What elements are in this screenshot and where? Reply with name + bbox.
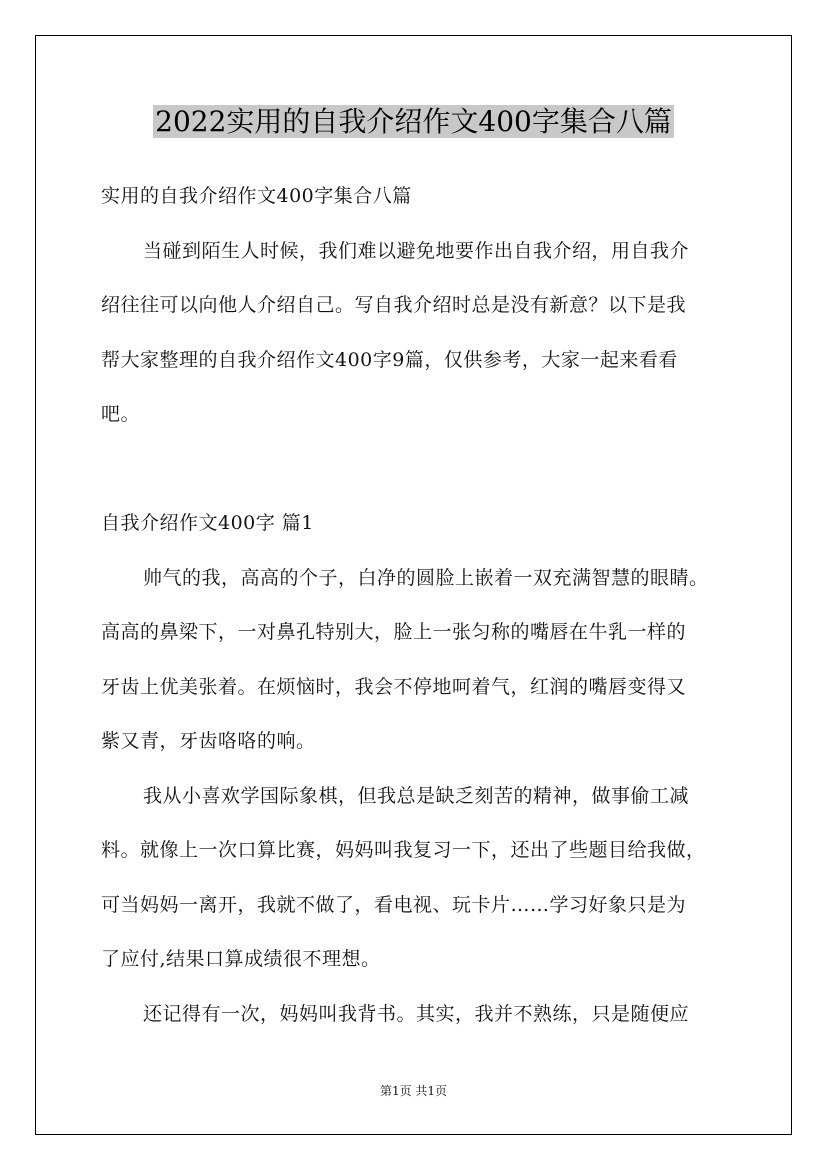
paragraph-line: 我从小喜欢学国际象棋，但我总是缺乏刻苦的精神，做事偷工减 xyxy=(143,785,690,807)
page-footer: 第1页 共1页 xyxy=(379,1084,448,1098)
intro-line: 帮大家整理的自我介绍作文400字9篇，仅供参考，大家一起来看看 xyxy=(101,349,678,371)
intro-line: 绍往往可以向他人介绍自己。写自我介绍时总是没有新意？以下是我 xyxy=(101,294,687,316)
paragraph-line: 牙齿上优美张着。在烦恼时，我会不停地呵着气，红润的嘴唇变得又 xyxy=(101,676,687,698)
section-heading: 自我介绍作文400字 篇1 xyxy=(101,512,314,534)
document-subtitle: 实用的自我介绍作文400字集合八篇 xyxy=(101,185,412,207)
paragraph-line: 还记得有一次，妈妈叫我背书。其实，我并不熟练，只是随便应 xyxy=(143,1003,690,1025)
document-title: 2022实用的自我介绍作文400字集合八篇 xyxy=(155,105,672,138)
paragraph-line: 高高的鼻梁下，一对鼻孔特别大，脸上一张匀称的嘴唇在牛乳一样的 xyxy=(101,621,687,643)
intro-line: 当碰到陌生人时候，我们难以避免地要作出自我介绍，用自我介 xyxy=(143,240,690,262)
paragraph-line: 了应付,结果口算成绩很不理想。 xyxy=(101,948,381,970)
paragraph-line: 紫又青，牙齿咯咯的响。 xyxy=(101,730,316,752)
paragraph-line: 料。就像上一次口算比赛，妈妈叫我复习一下，还出了些题目给我做， xyxy=(101,839,706,861)
paragraph-line: 可当妈妈一离开，我就不做了，看电视、玩卡片……学习好象只是为 xyxy=(101,894,687,916)
paragraph-line: 帅气的我，高高的个子，白净的圆脸上嵌着一双充满智慧的眼睛。 xyxy=(143,567,709,589)
intro-line: 吧。 xyxy=(101,403,141,425)
